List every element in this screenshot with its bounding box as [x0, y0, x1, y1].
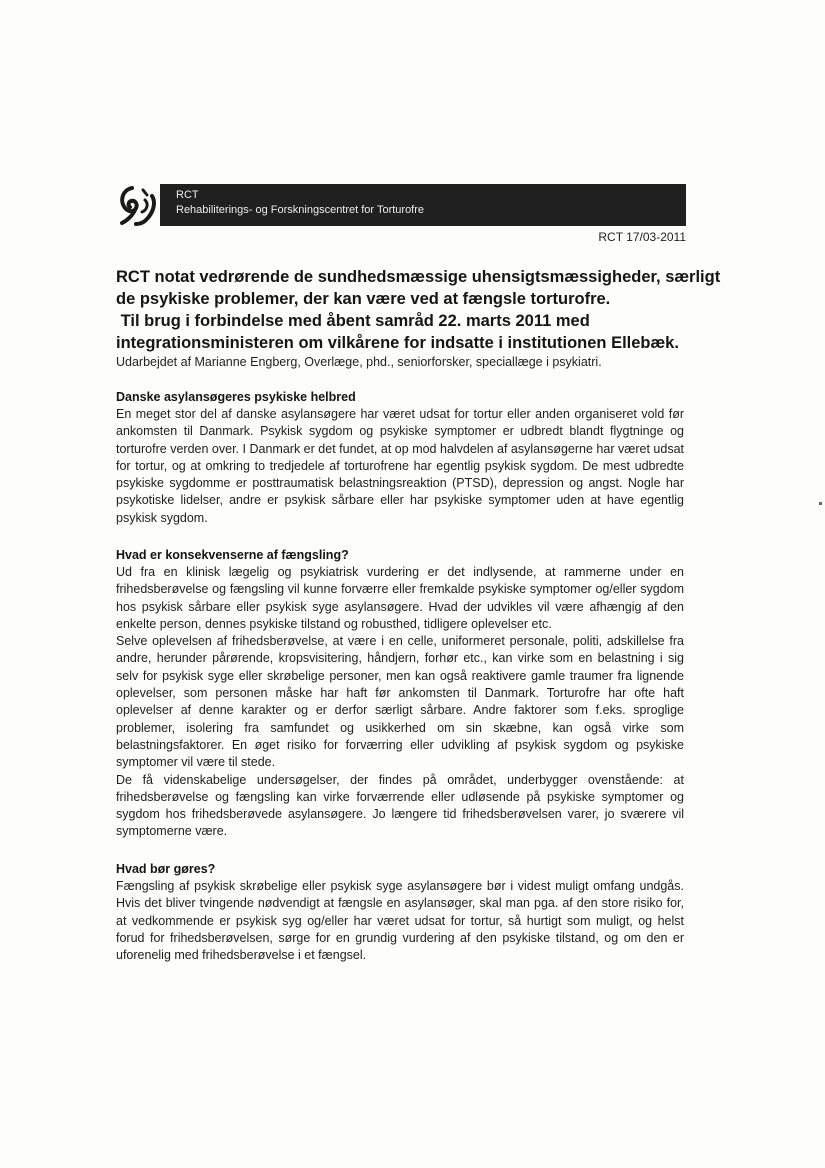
scan-mark — [819, 502, 822, 505]
rct-logo-icon — [116, 182, 162, 228]
section-asylum-health — [116, 389, 684, 527]
section-paragraph: Selve oplevelsen af frihedsberøvelse, at være i en celle, uniformeret personale, politi, adskillelse fra andre, herunder pårørende, kropsvisitering, håndjern, forhør etc., kan virke som en belastning i sig selv for psykisk syge eller skrøbelige personer, men kan også reaktivere gamle traumer fra lignende oplevelser, som personen måske har haft før ankomsten til Danmark. Torturofre har ofte haft oplevelser af denne karakter og er derfor særligt sårbare. Andre faktorer som f.eks. sproglige problemer, isolering fra samfundet og usikkerhed om sin skæbne, kan også virke som belastningsfaktorer. En øget risiko for forværring eller udvikling af psykisk sygdom og psykiske symptomer vil være til stede. — [116, 634, 684, 770]
section-heading: Danske asylansøgeres psykiske helbred — [116, 390, 356, 404]
document-title — [116, 266, 721, 354]
section-paragraph: Fængsling af psykisk skrøbelige eller psykisk syge asylansøgere bør i videst muligt omfang undgås. Hvis det bliver tvingende nødvendigt at fængsle en asylansøger, skal man pga. af den store risiko for, at vedkommende er psykisk syg og/eller har været udsat for tortur, så hurtigt som muligt, og helst forud for frihedsberøvelsen, sørge for en grundig vurdering af den psykiske tilstand, og om den er uforenelig med frihedsberøvelse i et fængsel. — [116, 879, 684, 963]
title-line: RCT notat vedrørende de sundhedsmæssige uhensigtsmæssigheder, særligt — [116, 268, 721, 286]
section-paragraph: De få videnskabelige undersøgelser, der findes på området, underbygger ovenstående: at frihedsberøvelse og fængsling kan virke forværrende eller udløsende på psykiske symptomer og sygdom hos frihedsberøvede asylansøgere. Jo længere tid frihedsberøvelsen varer, jo sværere vil symptomerne være. — [116, 772, 684, 839]
header-organization — [176, 188, 424, 218]
document-reference: RCT 17/03-2011 — [598, 230, 686, 244]
title-line: integrationsministeren om vilkårene for indsatte i institutionen Ellebæk. — [116, 334, 679, 352]
author-line: Udarbejdet af Marianne Engberg, Overlæge, phd., seniorforsker, speciallæge i psykiatri. — [116, 355, 602, 369]
header-org-full: Rehabiliterings- og Forskningscentret for Torturofre — [176, 204, 425, 216]
title-line: Til brug i forbindelse med åbent samråd 22. marts 2011 med — [116, 312, 590, 330]
section-heading: Hvad bør gøres? — [116, 862, 216, 876]
section-recommendations — [116, 861, 684, 964]
section-consequences — [116, 547, 684, 841]
title-line: de psykiske problemer, der kan være ved at fængsle torturofre. — [116, 290, 611, 308]
section-paragraph: Ud fra en klinisk lægelig og psykiatrisk vurdering er det indlysende, at rammerne under en frihedsberøvelse og fængsling vil kunne forværre eller fremkalde psykiske symptomer og/eller sygdom hos psykisk sårbare eller psykisk syge asylansøgere. Hvad der udvikles vil være afhængig af den enkelte person, dennes psykiske tilstand og robusthed, tidligere oplevelser etc. — [116, 565, 684, 631]
header-org-short: RCT — [176, 189, 199, 201]
section-paragraph: En meget stor del af danske asylansøgere har været udsat for tortur eller anden organiseret vold før ankomsten til Danmark. Psykisk sygdom og psykiske symptomer er udbredt blandt flygtninge og torturofre verden over. I Danmark er det fundet, at op mod halvdelen af asylansøgerne har været udsat for tortur, og at omkring to tredjedele af torturofrene har egentlig psykisk sygdom. De mest udbredte psykiske sygdomme er posttraumatisk belastningsreaktion (PTSD), depression og angst. Nogle har psykotiske lidelser, andre er psykisk sårbare eller har psykiske symptomer uden at have egentlig psykisk sygdom. — [116, 407, 684, 525]
section-heading: Hvad er konsekvenserne af fængsling? — [116, 548, 349, 562]
